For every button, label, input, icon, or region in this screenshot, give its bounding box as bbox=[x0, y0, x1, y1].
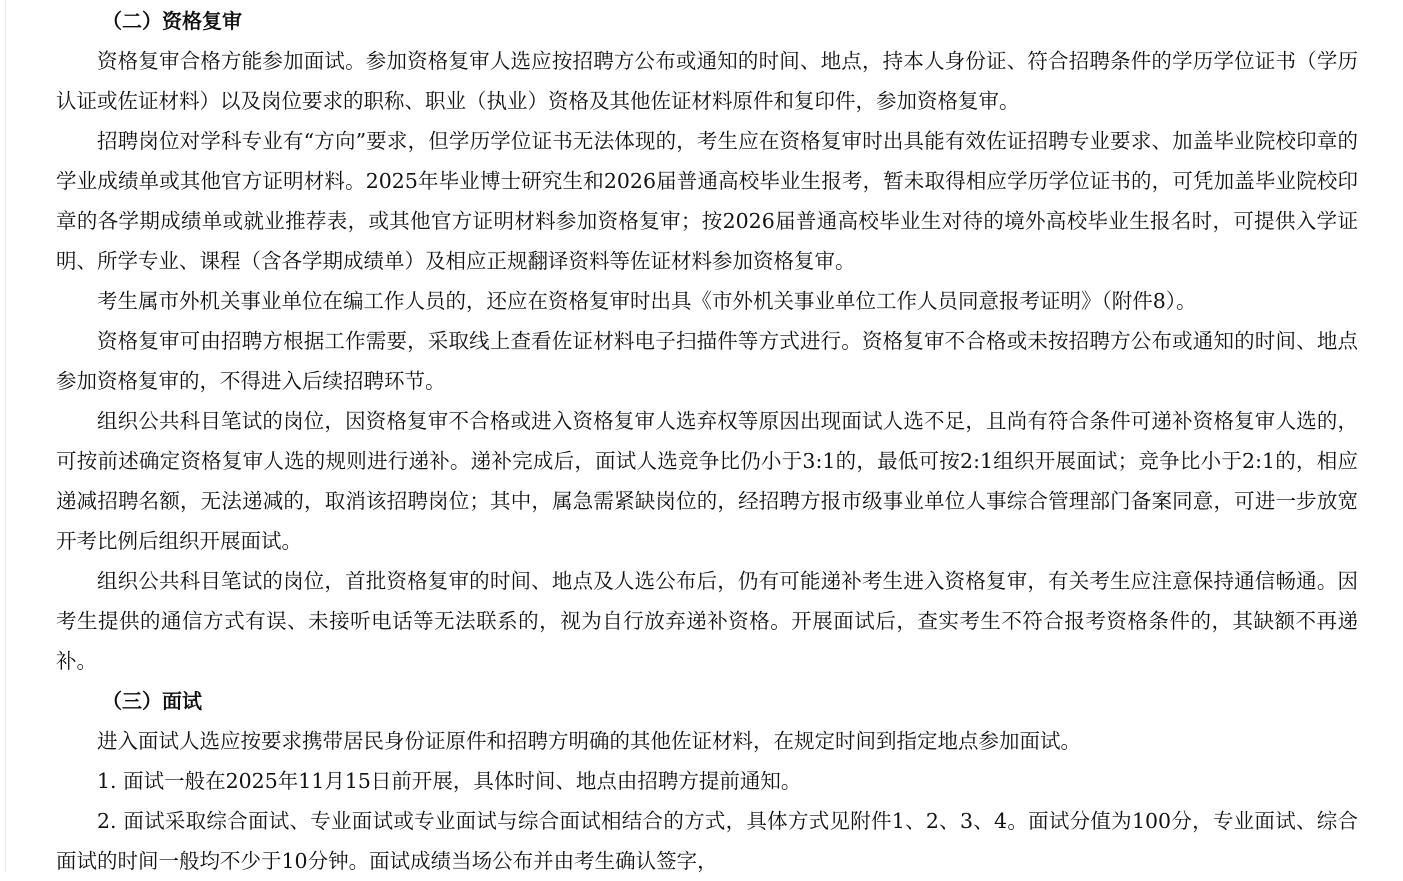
paragraph-interview-intro: 进入面试人选应按要求携带居民身份证原件和招聘方明确的其他佐证材料，在规定时间到指定地点参加面试。 bbox=[97, 729, 1081, 753]
paragraph-interview-date: 1. 面试一般在2025年11月15日前开展，具体时间、地点由招聘方提前通知。 bbox=[97, 769, 802, 793]
paragraph-interview-method: 2. 面试采取综合面试、专业面试或专业面试与综合面试相结合的方式，具体方式见附件1、2、3、4。面试分值为100分，专业面试、综合面试的时间一般均不少于10分钟。面试成绩当场公布并由考生确认签字， bbox=[56, 809, 1358, 873]
paragraph-review-requirements: 资格复审合格方能参加面试。参加资格复审人选应按招聘方公布或通知的时间、地点，持本人身份证、符合招聘条件的学历学位证书（学历认证或佐证材料）以及岗位要求的职称、职业（执业）资格及其他佐证材料原件和复印件，参加资格复审。 bbox=[56, 49, 1358, 113]
paragraph-online-review: 资格复审可由招聘方根据工作需要，采取线上查看佐证材料电子扫描件等方式进行。资格复审不合格或未按招聘方公布或通知的时间、地点参加资格复审的，不得进入后续招聘环节。 bbox=[56, 329, 1358, 393]
paragraph-contact-notice: 组织公共科目笔试的岗位，首批资格复审的时间、地点及人选公布后，仍有可能递补考生进入资格复审，有关考生应注意保持通信畅通。因考生提供的通信方式有误、未接听电话等无法联系的，视为自行放弃递补资格。开展面试后，查实考生不符合报考资格条件的，其缺额不再递补。 bbox=[56, 569, 1358, 673]
section-heading-qualification-review: （二）资格复审 bbox=[102, 9, 242, 33]
paragraph-supplement-rules: 组织公共科目笔试的岗位，因资格复审不合格或进入资格复审人选弃权等原因出现面试人选不足，且尚有符合条件可递补资格复审人选的，可按前述确定资格复审人选的规则进行递补。递补完成后，面试人选竞争比仍小于3:1的，最低可按2:1组织开展面试；竞争比小于2:1的，相应递减招聘名额，无法递减的，取消该招聘岗位；其中，属急需紧缺岗位的，经招聘方报市级事业单位人事综合管理部门备案同意，可进一步放宽开考比例后组织开展面试。 bbox=[56, 409, 1358, 553]
paragraph-external-staff: 考生属市外机关事业单位在编工作人员的，还应在资格复审时出具《市外机关事业单位工作人员同意报考证明》（附件8）。 bbox=[97, 289, 1197, 313]
section-heading-interview: （三）面试 bbox=[102, 689, 202, 713]
paragraph-major-direction: 招聘岗位对学科专业有“方向”要求，但学历学位证书无法体现的，考生应在资格复审时出具能有效佐证招聘专业要求、加盖毕业院校印章的学业成绩单或其他官方证明材料。2025年毕业博士研究生和2026届普通高校毕业生报考，暂未取得相应学历学位证书的，可凭加盖毕业院校印章的各学期成绩单或就业推荐表，或其他官方证明材料参加资格复审；按2026届普通高校毕业生对待的境外高校毕业生报名时，可提供入学证明、所学专业、课程（含各学期成绩单）及相应正规翻译资料等佐证材料参加资格复审。 bbox=[56, 129, 1358, 273]
page-edge-divider bbox=[5, 0, 6, 872]
document-body bbox=[56, 1, 1358, 881]
